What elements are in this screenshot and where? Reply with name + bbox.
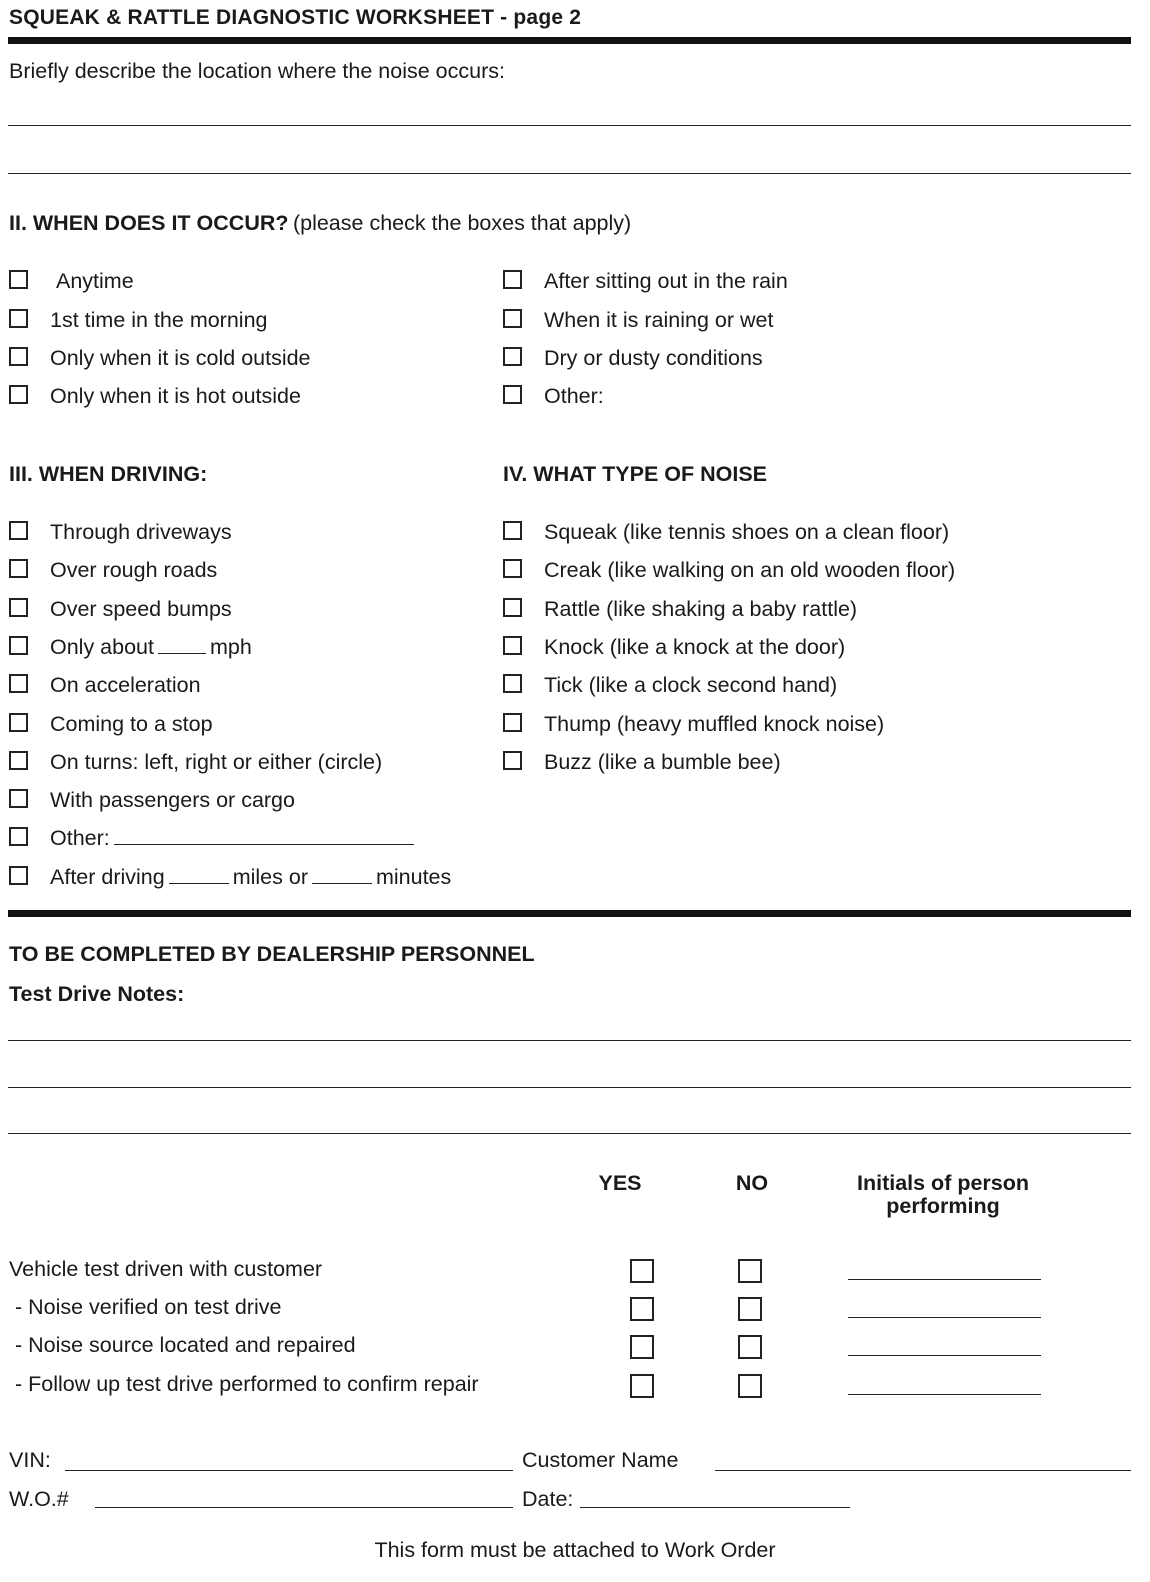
checkbox-label: Only when it is hot outside	[50, 384, 301, 408]
notes-line-1[interactable]	[8, 1040, 1131, 1041]
dealer-row-label: Vehicle test driven with customer	[9, 1257, 323, 1281]
wo-label: W.O.#	[9, 1487, 69, 1511]
location-prompt: Briefly describe the location where the noise occurs:	[9, 59, 505, 83]
checkbox[interactable]	[503, 636, 522, 655]
checkbox[interactable]	[9, 559, 28, 578]
yes-checkbox[interactable]	[630, 1259, 654, 1283]
checkbox-label: Dry or dusty conditions	[544, 346, 763, 370]
checkbox[interactable]	[9, 385, 28, 404]
other-blank[interactable]	[114, 826, 414, 845]
checkbox-label-wrap	[50, 826, 418, 851]
col-yes: YES	[598, 1171, 642, 1195]
after-driving-label: After driving	[50, 865, 165, 889]
miles-blank[interactable]	[169, 865, 229, 884]
footer-note: This form must be attached to Work Order	[374, 1538, 776, 1562]
checkbox[interactable]	[9, 309, 28, 328]
checkbox-label: Creak (like walking on an old wooden floor)	[544, 558, 956, 582]
dealer-row-label: - Follow up test drive performed to confirm repair	[9, 1372, 479, 1396]
checkbox-label: Coming to a stop	[50, 712, 213, 736]
customer-name-label: Customer Name	[522, 1448, 679, 1472]
col-no: NO	[735, 1171, 769, 1195]
checkbox[interactable]	[503, 713, 522, 732]
dealer-row-label: - Noise source located and repaired	[9, 1333, 356, 1357]
customer-name-field[interactable]	[715, 1470, 1131, 1471]
checkbox[interactable]	[503, 559, 522, 578]
checkbox-label: Tick (like a clock second hand)	[544, 673, 838, 697]
checkbox-label: Anytime	[56, 269, 134, 293]
checkbox-label: After sitting out in the rain	[544, 269, 788, 293]
checkbox[interactable]	[503, 347, 522, 366]
section2-heading	[9, 211, 631, 236]
checkbox-label: On turns: left, right or either (circle)	[50, 750, 383, 774]
initials-line[interactable]	[848, 1317, 1041, 1318]
checkbox[interactable]	[9, 347, 28, 366]
checkbox[interactable]	[9, 636, 28, 655]
checkbox[interactable]	[9, 713, 28, 732]
checkbox[interactable]	[503, 598, 522, 617]
checkbox[interactable]	[9, 598, 28, 617]
checkbox-label: Squeak (like tennis shoes on a clean floor)	[544, 520, 950, 544]
miles-or-label: miles or	[232, 865, 308, 889]
section2-heading-note: (please check the boxes that apply)	[292, 211, 632, 235]
location-line-1[interactable]	[8, 125, 1131, 126]
no-checkbox[interactable]	[738, 1297, 762, 1321]
checkbox-label: Thump (heavy muffled knock noise)	[544, 712, 885, 736]
checkbox[interactable]	[9, 270, 28, 289]
checkbox[interactable]	[9, 827, 28, 846]
checkbox-label: With passengers or cargo	[50, 788, 295, 812]
checkbox-label: Through driveways	[50, 520, 232, 544]
checkbox[interactable]	[9, 866, 28, 885]
section2-heading-title: II. WHEN DOES IT OCCUR?	[9, 211, 289, 235]
no-checkbox[interactable]	[738, 1335, 762, 1359]
checkbox[interactable]	[9, 674, 28, 693]
initials-line[interactable]	[848, 1394, 1041, 1395]
checkbox[interactable]	[503, 309, 522, 328]
test-drive-notes-label: Test Drive Notes:	[9, 982, 185, 1006]
notes-line-2[interactable]	[8, 1087, 1131, 1088]
checkbox[interactable]	[9, 751, 28, 770]
mph-unit: mph	[209, 635, 252, 659]
dealer-heading: TO BE COMPLETED BY DEALERSHIP PERSONNEL	[9, 942, 535, 966]
only-about-label: Only about	[50, 635, 154, 659]
checkbox[interactable]	[9, 521, 28, 540]
minutes-blank[interactable]	[312, 865, 372, 884]
checkbox-label: Knock (like a knock at the door)	[544, 635, 846, 659]
minutes-label: minutes	[375, 865, 452, 889]
notes-line-3[interactable]	[8, 1133, 1131, 1134]
dealer-divider	[8, 910, 1131, 917]
initials-line[interactable]	[848, 1355, 1041, 1356]
title-divider	[8, 37, 1131, 44]
checkbox-label: When it is raining or wet	[544, 308, 774, 332]
checkbox-label-wrap	[50, 865, 451, 890]
vin-label: VIN:	[9, 1448, 51, 1472]
yes-checkbox[interactable]	[630, 1335, 654, 1359]
no-checkbox[interactable]	[738, 1374, 762, 1398]
section4-heading: IV. WHAT TYPE OF NOISE	[503, 462, 768, 486]
yes-checkbox[interactable]	[630, 1297, 654, 1321]
checkbox[interactable]	[503, 385, 522, 404]
checkbox-label: Over rough roads	[50, 558, 218, 582]
checkbox[interactable]	[9, 789, 28, 808]
mph-blank[interactable]	[158, 635, 206, 654]
checkbox-label-wrap	[50, 635, 252, 660]
checkbox-label: Over speed bumps	[50, 597, 232, 621]
checkbox[interactable]	[503, 674, 522, 693]
checkbox-label: Other:	[544, 384, 604, 408]
checkbox-label: Only when it is cold outside	[50, 346, 311, 370]
col-initials: Initials of person performing	[856, 1171, 1030, 1218]
wo-field[interactable]	[95, 1507, 513, 1508]
vin-field[interactable]	[65, 1470, 513, 1471]
checkbox[interactable]	[503, 270, 522, 289]
checkbox-label: On acceleration	[50, 673, 201, 697]
yes-checkbox[interactable]	[630, 1374, 654, 1398]
checkbox-label: 1st time in the morning	[50, 308, 268, 332]
form-title: SQUEAK & RATTLE DIAGNOSTIC WORKSHEET - page 2	[9, 6, 582, 29]
initials-line[interactable]	[848, 1279, 1041, 1280]
date-field[interactable]	[580, 1507, 850, 1508]
dealer-row-label: - Noise verified on test drive	[9, 1295, 282, 1319]
date-label: Date:	[522, 1487, 574, 1511]
checkbox[interactable]	[503, 521, 522, 540]
checkbox[interactable]	[503, 751, 522, 770]
no-checkbox[interactable]	[738, 1259, 762, 1283]
checkbox-label: Rattle (like shaking a baby rattle)	[544, 597, 858, 621]
other-label: Other:	[50, 826, 110, 850]
checkbox-label: Buzz (like a bumble bee)	[544, 750, 781, 774]
location-line-2[interactable]	[8, 173, 1131, 174]
section3-heading: III. WHEN DRIVING:	[9, 462, 208, 486]
